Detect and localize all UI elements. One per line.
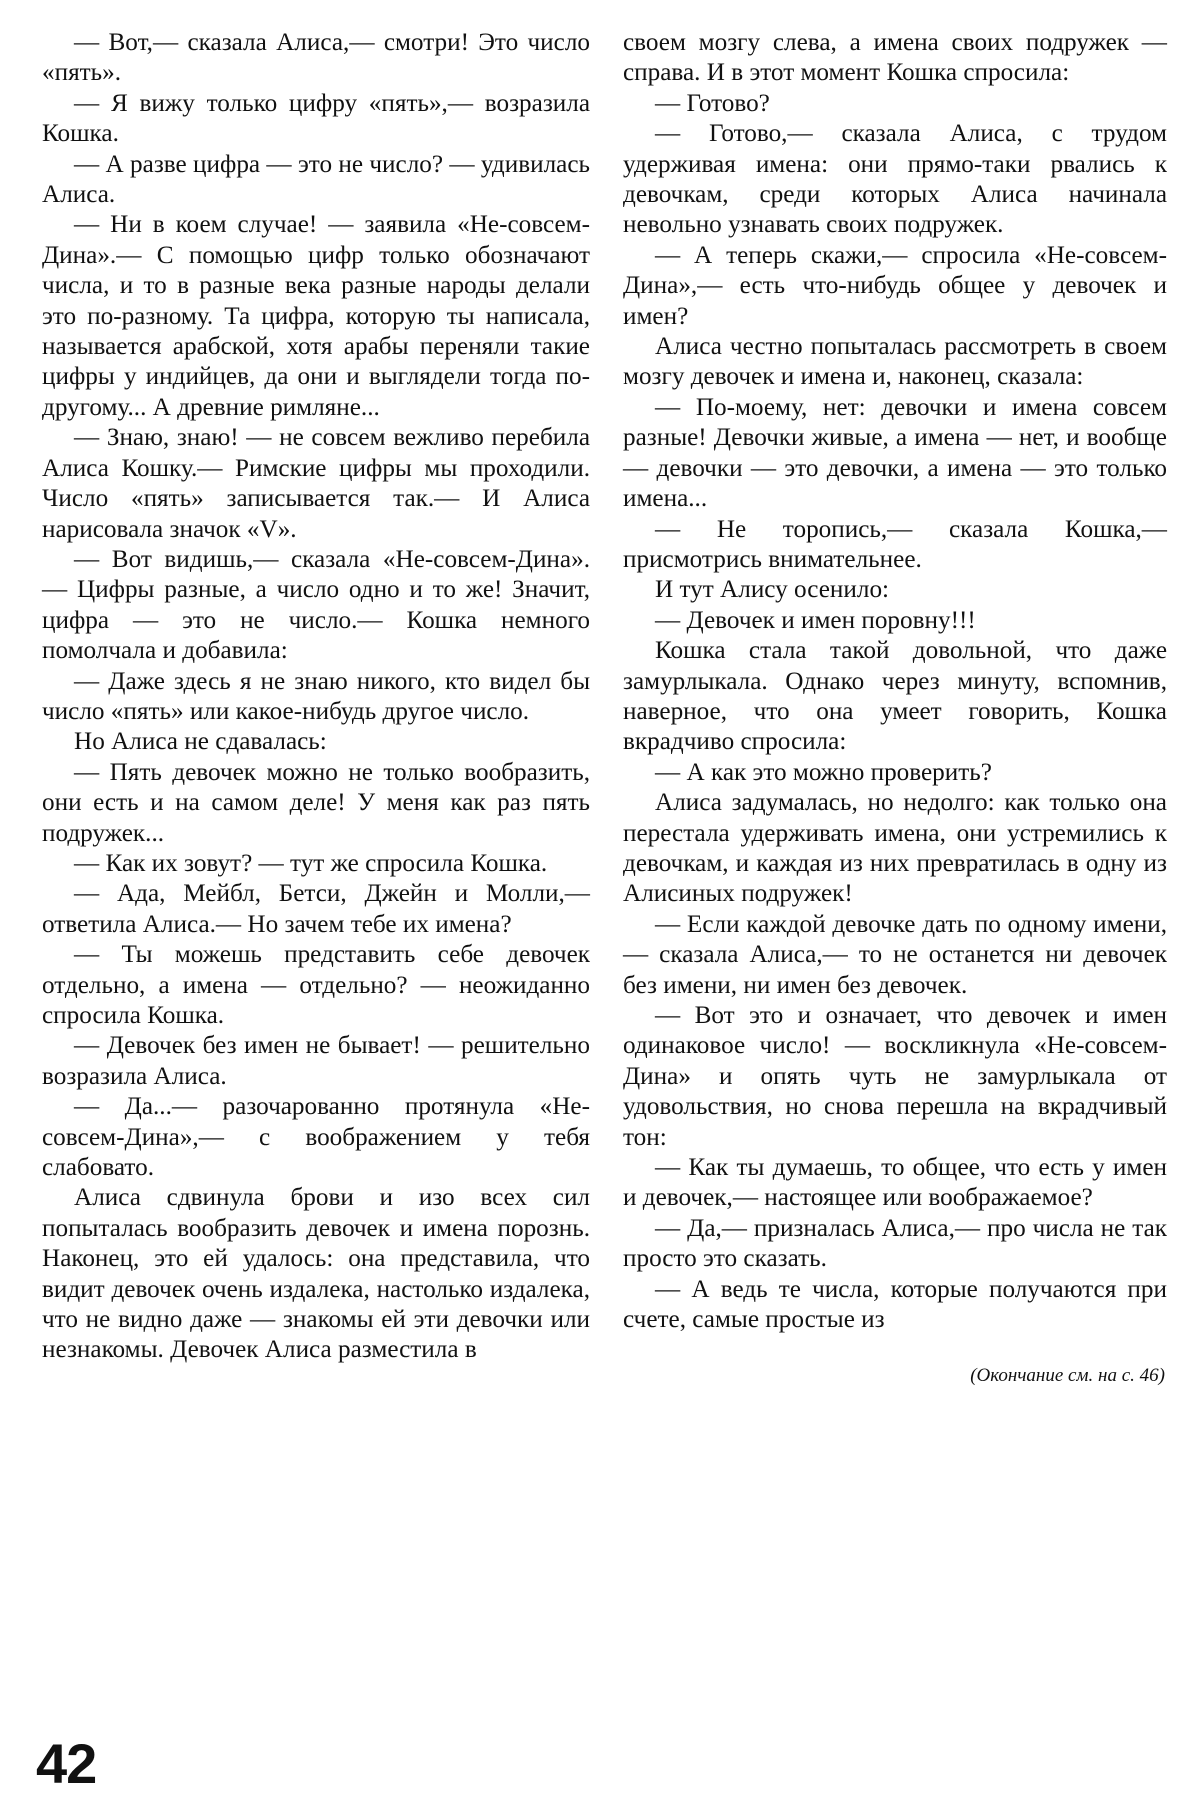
paragraph: — Да...— разочарованно протянула «Не-совсем-Дина»,— с воображением у тебя слабовато. [42,1093,590,1182]
paragraph: — Вот видишь,— сказала «Не-совсем-Дина».— Цифры разные, а число одно и то же! Значит, цифра — это не число.— Кошка немного помолчала и добавила: [42,545,590,665]
continuation-note: (Окончание см. на с. 46) [970,1365,1165,1387]
left-text-column [42,28,590,1366]
paragraph: — Ни в коем случае! — заявила «Не-совсем-Дина».— С помощью цифр только обозначают числа, и то в разные века разные народы делали это по-разному. Та цифра, которую ты написала, называется арабской, хотя арабы переняли такие цифры у индийцев, да они и выглядели тогда по-другому... А древние римляне... [42,211,590,421]
right-text-column [623,28,1167,1392]
page-number: 42 [36,1732,97,1795]
paragraph: — Если каждой девочке дать по одному имени,— сказала Алиса,— то не останется ни девочек без имени, ни имен без девочек. [623,910,1167,999]
paragraph: Алиса честно попыталась рассмотреть в своем мозгу девочек и имена и, наконец, сказала: [623,333,1167,391]
paragraph: — А теперь скажи,— спросила «Не-совсем-Дина»,— есть что-нибудь общее у девочек и имен? [623,241,1167,330]
paragraph: — Да,— призналась Алиса,— про числа не так просто это сказать. [623,1214,1167,1273]
paragraph: Но Алиса не сдавалась: [74,728,327,756]
paragraph: — Как их зовут? — тут же спросила Кошка. [74,849,548,877]
paragraph: — По-моему, нет: девочки и имена совсем разные! Девочки живые, а имена — нет, и вообще — девочки — это девочки, а имена — это только имена... [623,393,1167,513]
paragraph: Алиса сдвинула брови и изо всех сил попыталась вообразить девочек и имена порознь. Наконец, это ей удалось: она представила, что видит девочек очень издалека, настолько издалека, что не видно даже — знакомы ей эти девочки или незнакомы. Девочек Алиса разместила в [42,1184,590,1364]
paragraph: — Как ты думаешь, то общее, что есть у имен и девочек,— настоящее или воображаемое? [623,1154,1167,1212]
paragraph: — Ты можешь представить себе девочек отдельно, а имена — отдельно? — неожиданно спросила Кошка. [42,941,590,1029]
paragraph: своем мозгу слева, а имена своих подружек — справа. И в этот момент Кошка спросила: [623,29,1167,87]
paragraph: — Готово,— сказала Алиса, с трудом удерживая имена: они прямо-таки рвались к девочкам, среди которых Алиса начинала невольно узнавать своих подружек. [623,120,1167,239]
paragraph: — Даже здесь я не знаю никого, кто видел бы число «пять» или какое-нибудь другое число. [42,667,590,725]
paragraph: — Готово? [655,89,770,117]
paragraph: — А ведь те числа, которые получаются при счете, самые простые из [623,1275,1167,1334]
paragraph: — Знаю, знаю! — не совсем вежливо перебила Алиса Кошку.— Римские цифры мы проходили. Число «пять» записывается так.— И Алиса нарисовала значок «V». [42,424,590,543]
paragraph: — Я вижу только цифру «пять»,— возразила Кошка. [42,89,590,148]
paragraph: — Вот это и означает, что девочек и имен одинаковое число! — воскликнула «Не-совсем-Дина» и опять чуть не замурлыкала от удовольствия, но снова перешла на вкрадчивый тон: [623,1002,1167,1151]
paragraph: — А разве цифра — это не число? — удивилась Алиса. [42,150,590,209]
paragraph: — Пять девочек можно не только вообразить, они есть и на самом деле! У меня как раз пять подружек... [42,758,590,847]
paragraph: Алиса задумалась, но недолго: как только она перестала удерживать имена, они устремились к девочкам, и каждая из них превратилась в одну из Алисиных подружек! [623,789,1167,908]
paragraph: — А как это можно проверить? [655,758,992,786]
paragraph: — Девочек без имен не бывает! — решительно возразила Алиса. [42,1032,590,1090]
paragraph: — Девочек и имен поровну!!! [655,606,976,634]
paragraph: И тут Алису осенило: [655,576,890,604]
paragraph: — Не торопись,— сказала Кошка,— присмотрись внимательнее. [623,515,1167,573]
paragraph: Кошка стала такой довольной, что даже замурлыкала. Однако через минуту, вспомнив, наверное, что она умеет говорить, Кошка вкрадчиво спросила: [623,637,1167,756]
paragraph: — Вот,— сказала Алиса,— смотри! Это число «пять». [42,29,590,87]
paragraph: — Ада, Мейбл, Бетси, Джейн и Молли,— ответила Алиса.— Но зачем тебе их имена? [42,880,590,938]
